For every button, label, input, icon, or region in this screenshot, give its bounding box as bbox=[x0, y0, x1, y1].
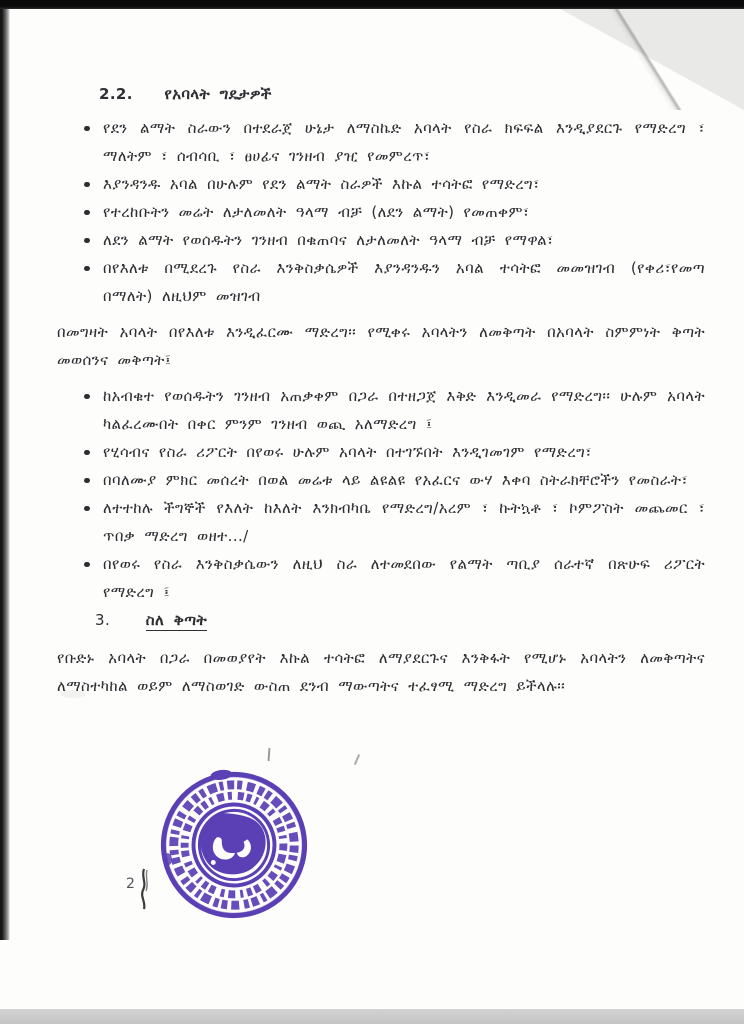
procedure-item: በየወሩ የስራ እንቅስቃሴውን ለዚህ ስራ ለተመደበው የልማት ጣቢያ ሰራተኛ በጽሁፍ ሪፖርት የማድረግ ፤ bbox=[57, 550, 705, 606]
duty-item: በየእለቱ በሚደረጉ የስራ እንቅስቃሴዎች እያንዳንዱን አባል ተሳትፎ መመዝገብ (የቀሪ፣የመጣ በማለት) ለዚህም መዝገብ bbox=[57, 254, 705, 310]
scan-left-edge bbox=[0, 0, 10, 940]
punishment-paragraph: የቡድኑ አባላት በጋራ በመወያየት እኩል ተሳትፎ ለማያደርጉና እንቅፋት የሚሆኑ አባላትን ለመቅጣትና ለማስተካከል ወይም ለማስወገድ ውስጠ ደንብ ማውጣትና ተፈፃሚ ማድረግ ይችላሉ፡፡ bbox=[57, 649, 705, 695]
pencil-tick bbox=[354, 754, 360, 765]
procedure-item: ለተተከሉ ችግኞች የእለት ከእለት እንክብካቤ የማድረግ/አረም ፣ ኩትኳቶ ፣ ኮምፖስት መጨመር ፣ ጥበቃ ማድረግ ወዘተ.../ bbox=[57, 494, 705, 550]
duty-item: የተረከቡትን መሬት ለታለመለት ዓላማ ብቻ (ለደን ልማት) የመጠቀም፣ bbox=[57, 198, 705, 226]
stamp bbox=[146, 757, 322, 933]
page-number: 2 bbox=[126, 876, 135, 892]
duty-item: የደን ልማት ስራውን በተደራጀ ሁኔታ ለማስኬድ አባላት የስራ ክፍፍል እንዲያደርጉ የማድረግ ፣ ማለትም ፣ ሰብሳቢ ፣ ፀሀፊና ገንዘብ ያዢ የመምረጥ፣ bbox=[57, 114, 705, 170]
scan-top-edge bbox=[0, 0, 744, 9]
duties-list bbox=[57, 114, 705, 310]
duty-item: እያንዳንዱ አባል በሁሉም የደን ልማት ስራዎች እኩል ተሳትፎ የማድረግ፣ bbox=[57, 170, 705, 198]
section-3-title: ስለ ቅጣት bbox=[145, 611, 208, 629]
section-3-number: 3. bbox=[95, 611, 111, 629]
duties-continuation-paragraph: በመግዛት አባላት በየእለቱ እንዲፈርሙ ማድረግ፡፡ የሚቀሩ አባላትን ለመቅጣት በአባላት ስምምነት ቅጣት መወሰንና መቅጣት፤ bbox=[57, 323, 705, 369]
section-2-number: 2.2. bbox=[99, 85, 133, 103]
stamp-graphic bbox=[146, 757, 322, 933]
procedure-item: ከአብቁተ የወሰዱትን ገንዘብ አጠቃቀም በጋራ በተዘጋጀ እቅድ እንዲመራ የማድረግ፡፡ ሁሉም አባላት ካልፈረሙበት በቀር ምንም ገንዘብ ወጪ አለማድረግ ፤ bbox=[57, 382, 705, 438]
section-2-title: የአባላት ግዴታዎች bbox=[164, 85, 272, 103]
procedure-item: በባለሙያ ምክር መሰረት በወል መሬቱ ላይ ልዩልዩ የአፈርና ውሃ እቀባ ስትራክቸሮችን የመስራት፣ bbox=[57, 466, 705, 494]
document-body bbox=[57, 80, 705, 700]
page-fold-shadow bbox=[544, 0, 744, 110]
procedure-item: የሂሳብና የስራ ሪፖርት በየወሩ ሁሉም አባላት በተገኙበት እንዲገመገም የማድረግ፣ bbox=[57, 438, 705, 466]
procedures-list bbox=[57, 382, 705, 606]
section-3-heading bbox=[95, 606, 705, 634]
scan-bottom-edge bbox=[0, 1009, 744, 1024]
pencil-tick bbox=[268, 748, 270, 761]
duty-item: ለደን ልማት የወሰዱትን ገንዘብ በቁጠባና ለታለመለት ዓላማ ብቻ የማዋል፣ bbox=[57, 226, 705, 254]
pen-mark bbox=[139, 868, 151, 914]
